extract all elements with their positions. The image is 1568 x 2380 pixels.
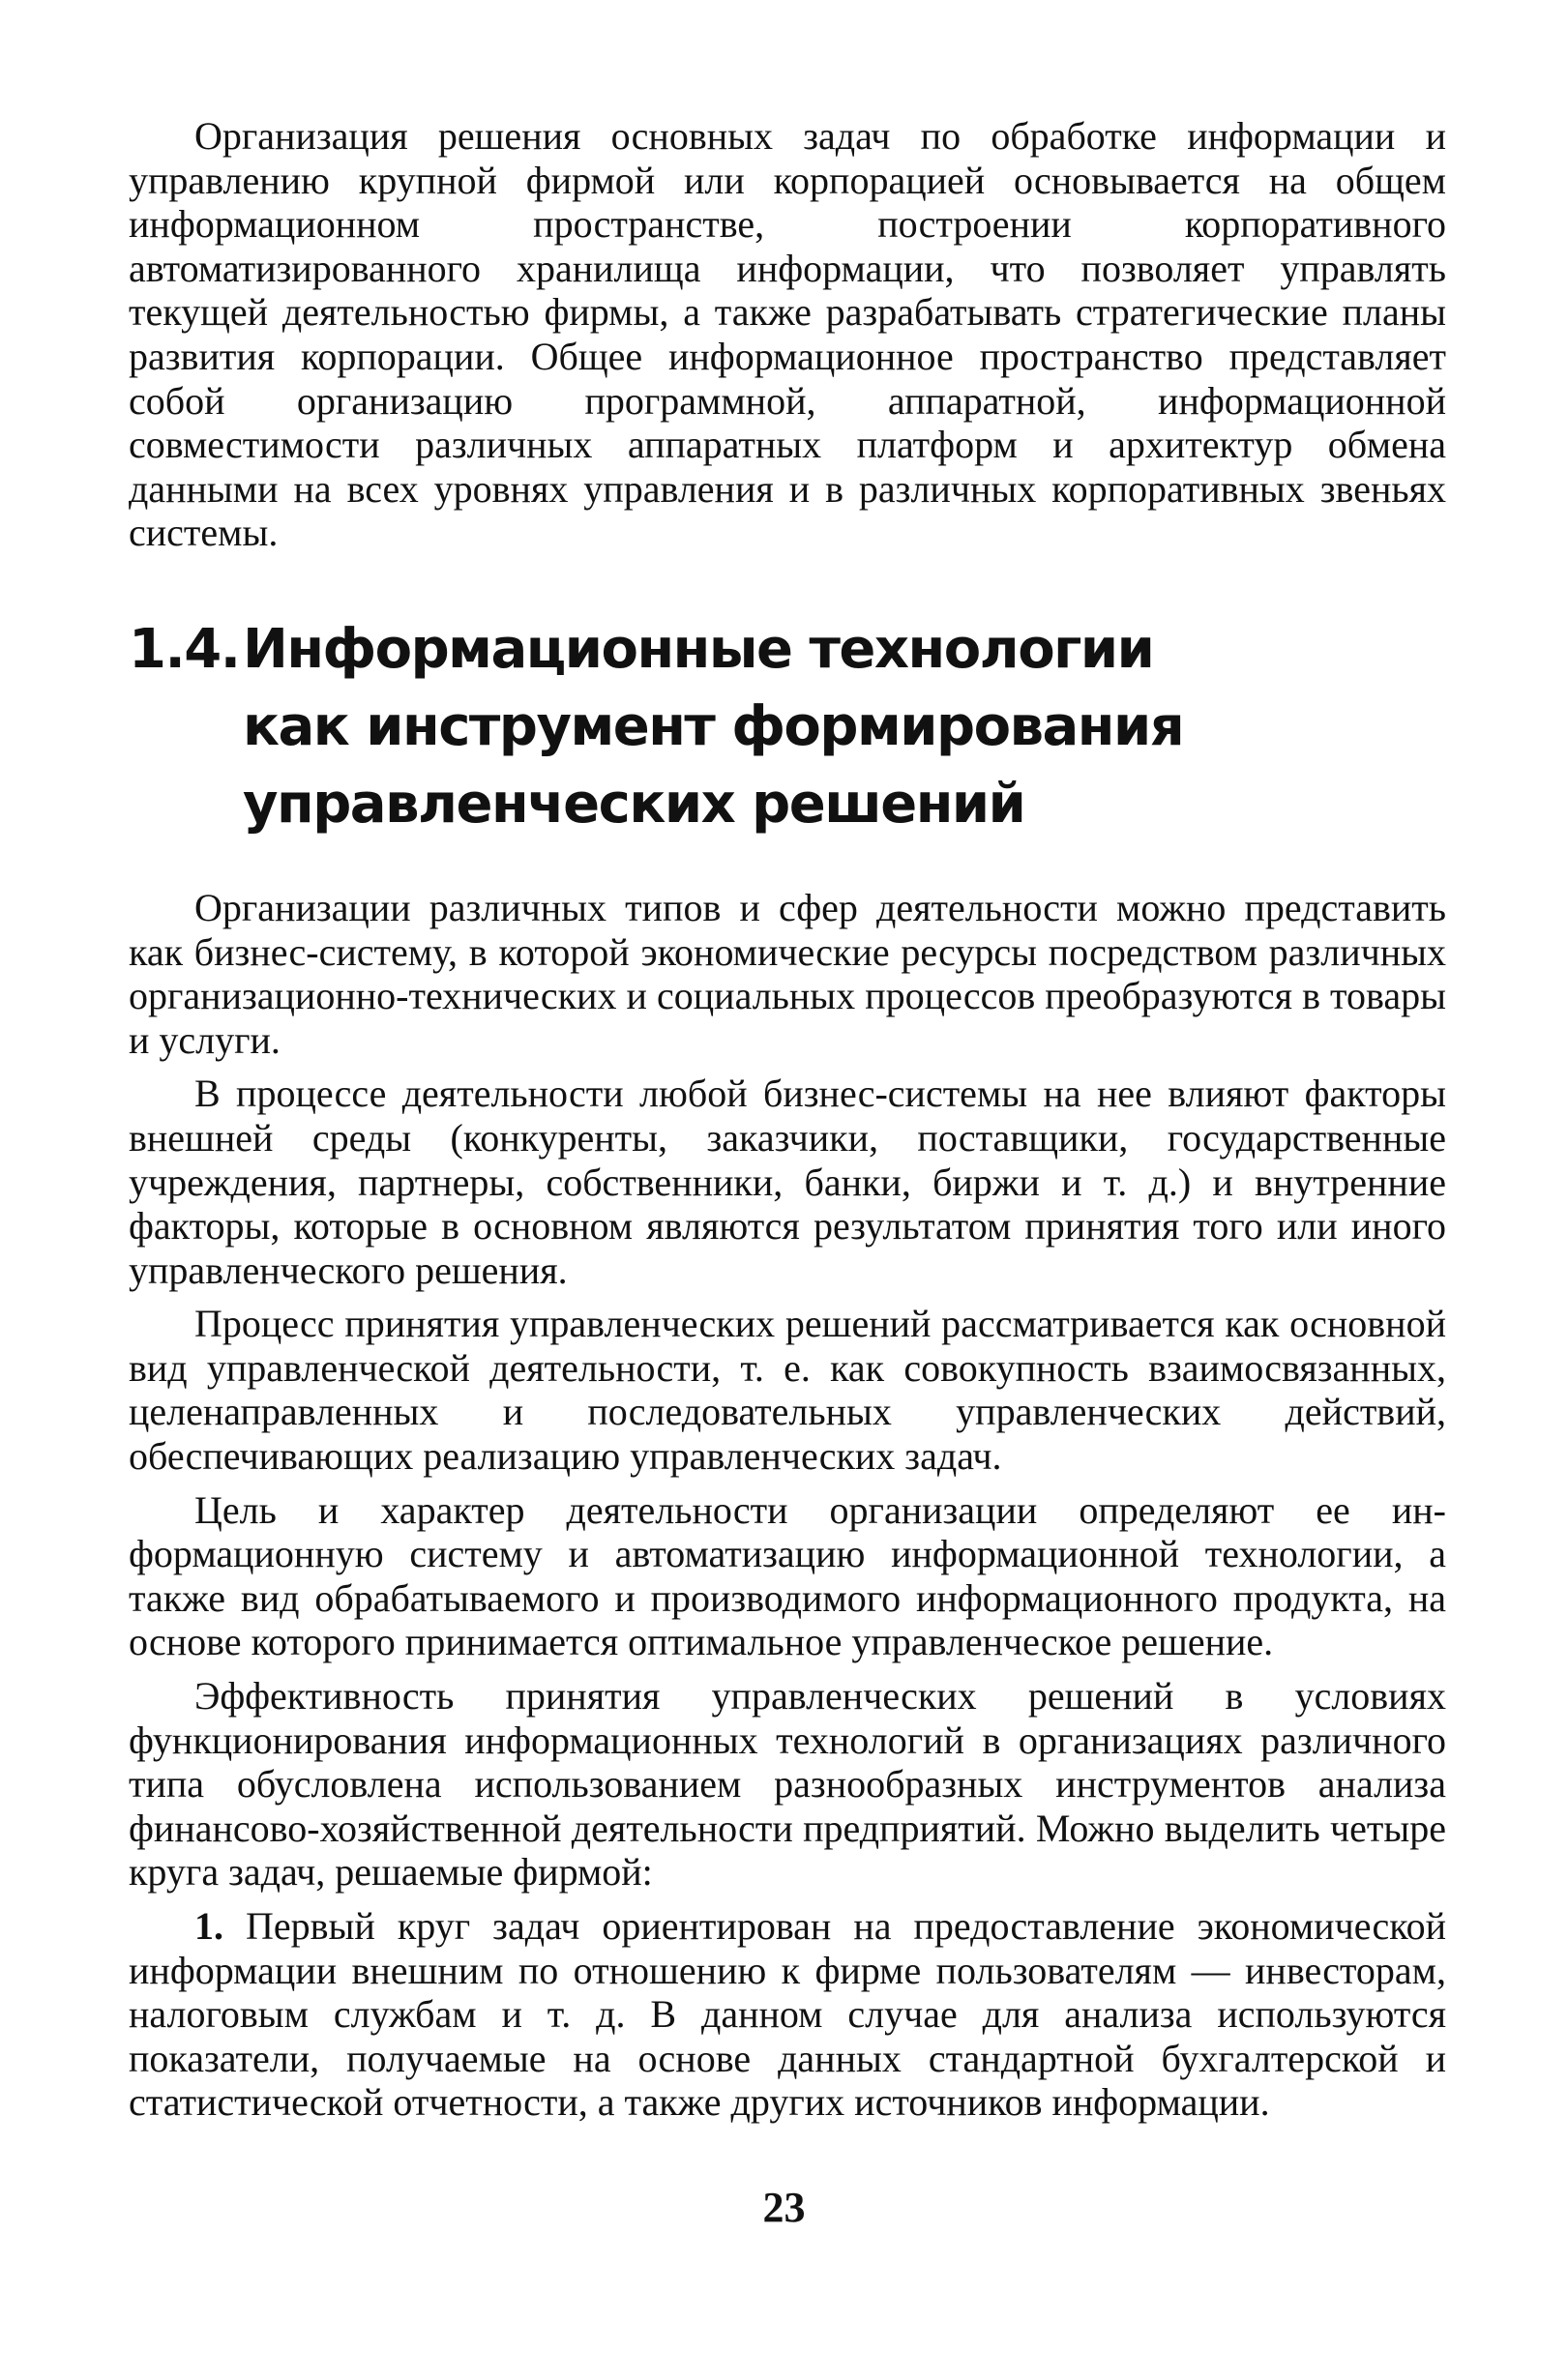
paragraph: Цель и характер деятельности организации определяют ее информационную систему и автоматизацию информационной технологии, а также вид обрабатываемого и производимого информационного продукта, на основе которого принимается оптимальное управленческое решение. xyxy=(129,1487,1446,1664)
page-body xyxy=(129,114,1446,2125)
section-heading xyxy=(129,611,1446,843)
paragraph: Организации различных типов и сфер деятельности можно представить как бизнес-систему, в которой экономические ресурсы посредством различных организационно-технических и социальных процессов преобразуются в товары и услуги. xyxy=(129,885,1446,1062)
paragraph: Эффективность принятия управленческих решений в условиях функционирования информационных технологий в организациях различного типа обусловлена использованием разнообразных инструментов анализа финансово-хозяйственной деятельности предприятий. Можно выделить четыре круга задач, решаемые фирмой: xyxy=(129,1674,1446,1895)
section-title-line: как инструмент формирования xyxy=(243,694,1184,758)
section-title-line: управленческих решений xyxy=(243,772,1025,836)
section-number: 1.4. xyxy=(129,617,240,681)
paragraph: Процесс принятия управленческих решений рассматривается как основной вид управленческой деятельности, т. е. как совокупность взаимосвязанных, целенаправленных и последовательных управленческих действий, обеспечивающих реализацию управленческих задач. xyxy=(129,1302,1446,1479)
list-item-text: Первый круг задач ориентирован на предоставление экономической информации внешним по отношению к фирме пользователям — инвесторам, налоговым службам и т. д. В данном случае для анализа используются показатели, получаемые на основе данных стандартной бухгалтерской и статистической отчетности, а также других источников информации. xyxy=(129,1904,1446,2125)
section-title-line: Информационные технологии xyxy=(243,617,1154,681)
paragraph: В процессе деятельности любой бизнес-системы на нее влияют факторы внешней среды (конкуренты, заказчики, поставщики, государственные учреждения, партнеры, собственники, банки, биржи и т. д.) и внутренние факторы, которые в основном являются результатом принятия того или иного управленческого решения. xyxy=(129,1072,1446,1292)
intro-paragraph: Организация решения основных задач по обработке информации и управлению крупной фирмой или корпорацией основывается на общем информационном пространстве, построении корпоративного автоматизированного хранилища информации, что позволяет управлять текущей деятельностью фирмы, а также разрабатывать стратегические планы развития корпорации. Общее информационное пространство представляет собой организацию программной, аппаратной, информационной совместимости различных аппаратных платформ и архитектур обмена данными на всех уровнях управления и в различных корпоративных звеньях системы. xyxy=(129,114,1446,555)
list-item-number: 1. xyxy=(194,1904,223,1948)
page-number: 23 xyxy=(762,2184,806,2231)
list-item xyxy=(129,1904,1446,2125)
section-title xyxy=(243,611,1446,843)
